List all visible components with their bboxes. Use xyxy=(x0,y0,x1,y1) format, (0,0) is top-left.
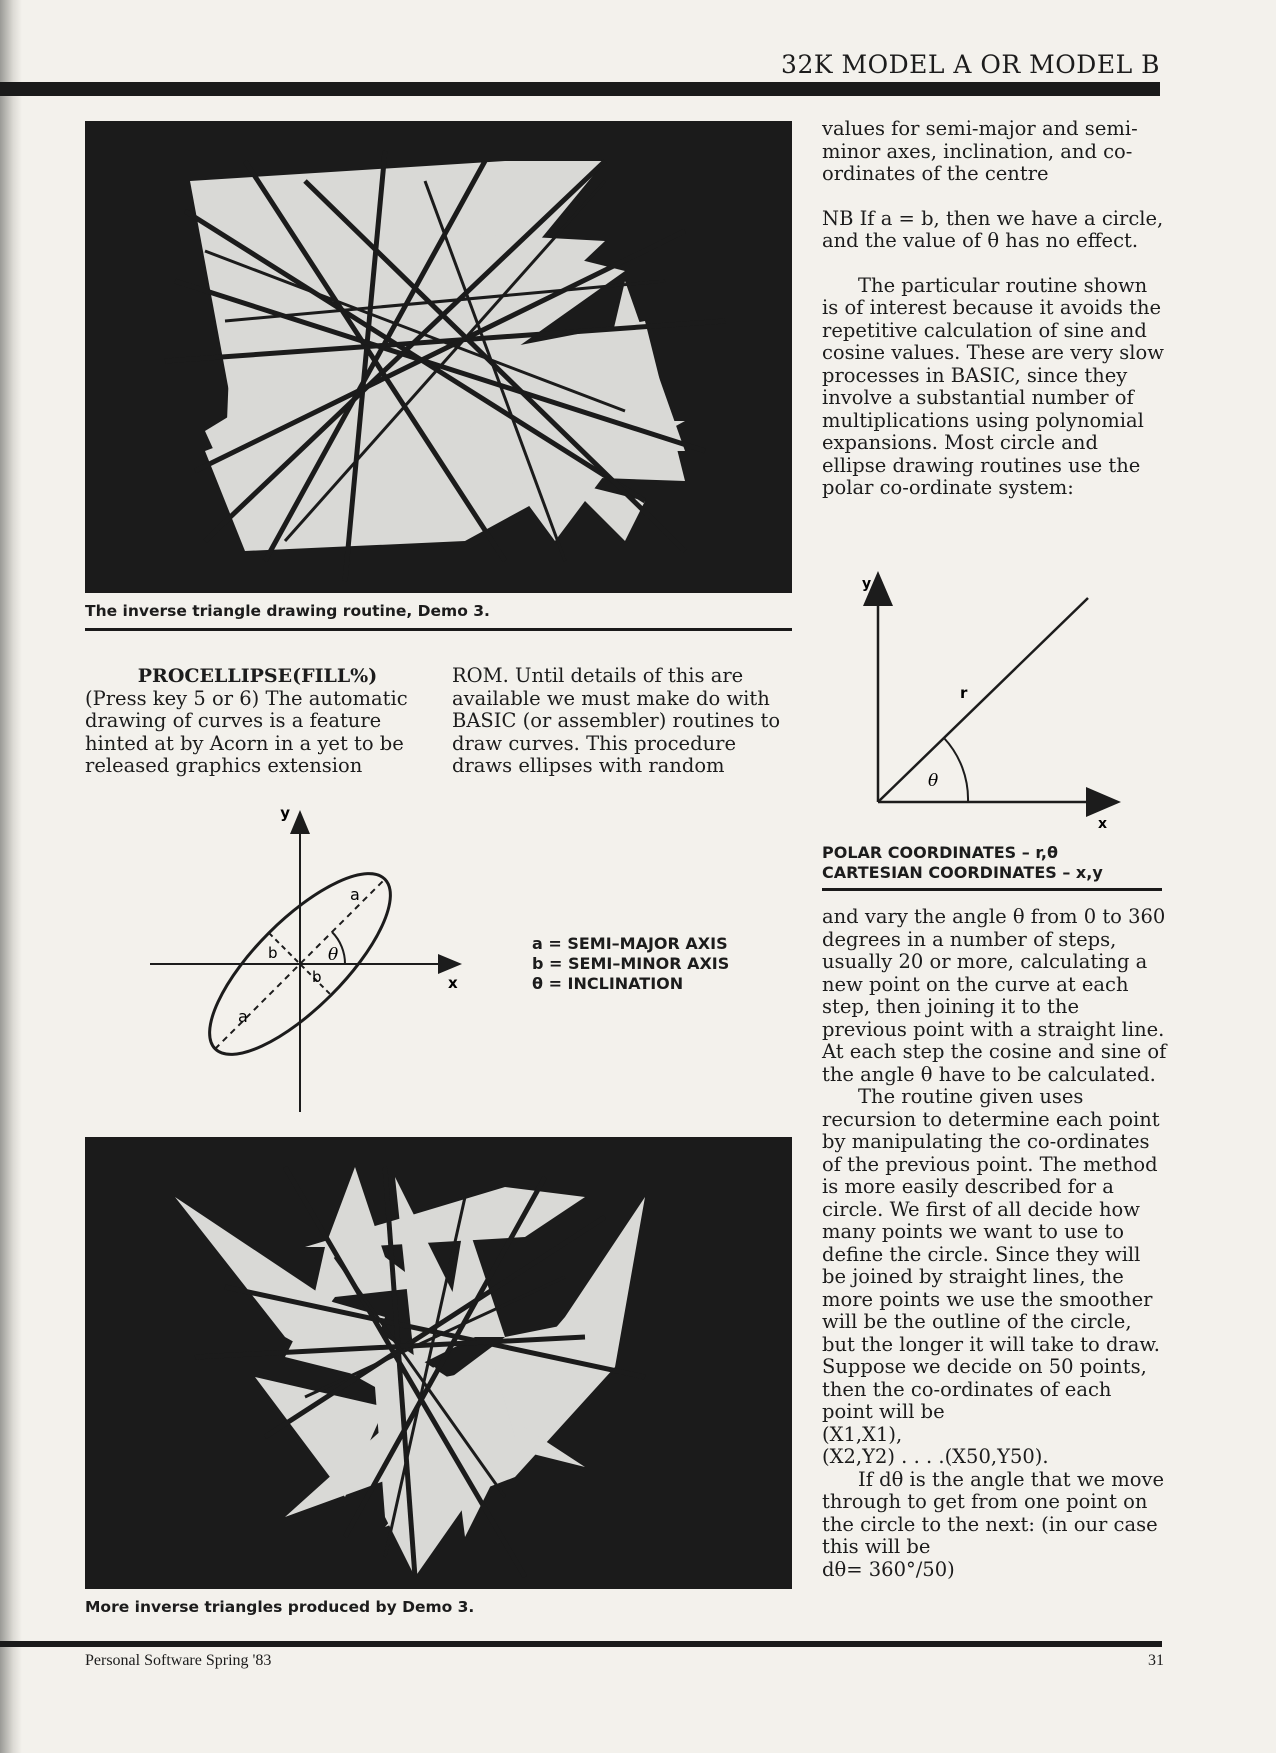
photo-inverse-triangles-2 xyxy=(85,1137,792,1589)
footer-rule xyxy=(0,1641,1162,1647)
right-paragraph-1: values for semi-major and semi-minor axes, inclination, and co-ordinates of the centre xyxy=(822,117,1138,185)
right-paragraph-2: NB If a = b, then we have a circle, and the value of θ has no effect. xyxy=(822,206,1164,252)
photo-2-art xyxy=(85,1137,792,1589)
procellipse-text-col2-wrap xyxy=(452,665,792,778)
polar-x-label: x xyxy=(1098,816,1108,832)
section-heading: PROCELLIPSE(FILL%) xyxy=(137,665,378,687)
polar-theta-label: θ xyxy=(928,771,939,791)
caption-rule-1 xyxy=(85,628,792,631)
right-paragraph-3: The particular routine shown is of interest because it avoids the repetitive calculation of sine and cosine values. These are very slow processes in BASIC, since they involve a substantial number of multiplications using polynomial expansions. Most circle and ellipse drawing routines use the polar co-ordinate system: xyxy=(822,273,1164,499)
right-column-top xyxy=(822,118,1167,500)
polar-caption-line-2: CARTESIAN COORDINATES – x,y xyxy=(822,863,1103,882)
polar-diagram xyxy=(840,570,1140,835)
legend-semi-minor: b = SEMI–MINOR AXIS xyxy=(532,954,730,973)
right-paragraph-6: If dθ is the angle that we move through to get from one point on the circle to the next: (in our case this will be xyxy=(822,1467,1165,1558)
right-paragraph-5: The routine given uses recursion to determine each point by manipulating the co-ordinates of the previous point. The method is more easily described for a circle. We first of all decide how many points we want to use to define the circle. Since they will be joined by straight lines, the more points we use the smoother will be the outline of the circle, but the longer it will take to draw. Suppose we decide on 50 points, then the co-ordinates of each point will be xyxy=(822,1085,1160,1423)
right-coords-2: (X2,Y2) . . . .(X50,Y50). xyxy=(822,1445,1049,1468)
label-a-upper: a xyxy=(350,885,360,904)
polar-caption-line-1: POLAR COORDINATES – r,θ xyxy=(822,843,1058,862)
polar-caption xyxy=(822,843,1103,883)
footer-publication: Personal Software Spring '83 xyxy=(85,1652,272,1669)
polar-radius-line xyxy=(878,598,1088,802)
ellipse-legend xyxy=(532,934,729,994)
polar-angle-arc xyxy=(944,738,968,802)
label-b-lower: b xyxy=(312,968,322,986)
legend-semi-major: a = SEMI–MAJOR AXIS xyxy=(532,934,728,953)
photo-inverse-triangles-1 xyxy=(85,121,792,593)
procellipse-text-col1: (Press key 5 or 6) The automatic drawing of curves is a feature hinted at by Acorn in a yet to be released graphics extension xyxy=(85,686,408,777)
ellipse-y-label: y xyxy=(280,804,290,822)
right-coords-1: (X1,X1), xyxy=(822,1422,903,1446)
procellipse-section xyxy=(85,665,430,778)
page-header: 32K MODEL A OR MODEL B xyxy=(781,50,1160,79)
label-theta: θ xyxy=(328,945,339,965)
right-column-bottom xyxy=(822,906,1167,1581)
polar-diagram-svg xyxy=(840,570,1140,835)
polar-y-label: y xyxy=(862,576,872,592)
right-paragraph-4: and vary the angle θ from 0 to 360 degrees in a number of steps, usually 20 or more, calculating a new point on the curve at each step, then joining it to the previous point with a straight line. At each step the cosine and sine of the angle θ have to be calculated. xyxy=(822,905,1167,1086)
photo-1-art xyxy=(85,121,792,593)
photo-2-caption: More inverse triangles produced by Demo 3. xyxy=(85,1598,475,1616)
right-paragraph-7: dθ= 360°/50) xyxy=(822,1557,955,1581)
header-rule xyxy=(0,82,1160,96)
polar-caption-rule xyxy=(822,888,1162,891)
page-edge-shadow xyxy=(0,0,22,1753)
polar-r-label: r xyxy=(960,684,968,702)
procellipse-text-col2: ROM. Until details of this are available we must make do with BASIC (or assembler) routines to draw curves. This procedure draws ellipses with random xyxy=(452,664,781,777)
label-b-upper: b xyxy=(268,944,278,962)
photo-1-caption: The inverse triangle drawing routine, Demo 3. xyxy=(85,602,490,620)
ellipse-x-label: x xyxy=(448,974,458,992)
label-a-lower: a xyxy=(238,1007,248,1026)
legend-inclination: θ = INCLINATION xyxy=(532,974,684,993)
page-number: 31 xyxy=(1148,1652,1164,1669)
